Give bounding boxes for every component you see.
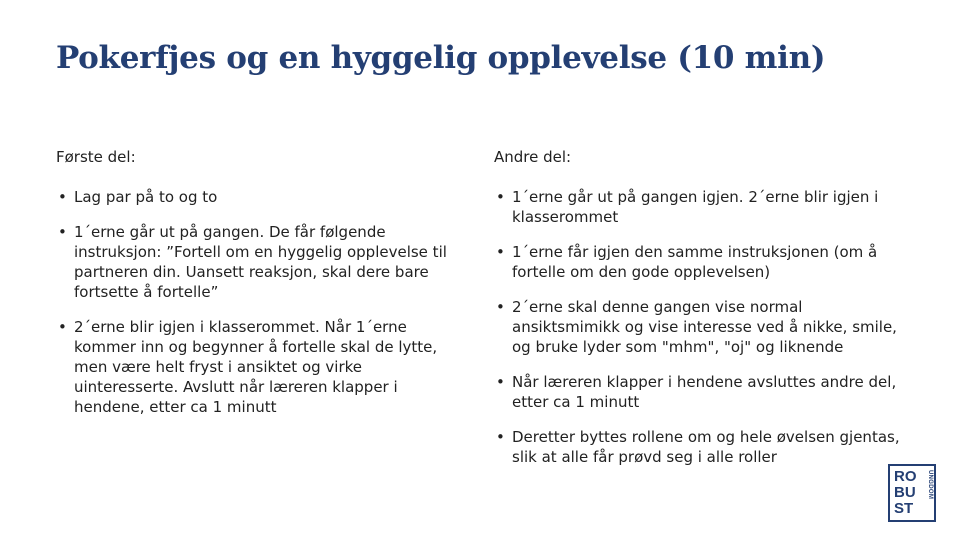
logo-line: RO xyxy=(894,468,917,485)
logo-line: ST xyxy=(894,500,914,517)
slide-title: Pokerfjes og en hyggelig opplevelse (10 min) xyxy=(56,40,826,76)
right-bullet-list xyxy=(494,187,904,467)
robust-logo xyxy=(888,464,936,522)
list-item: • Når læreren klapper i hendene avsluttes andre del, etter ca 1 minutt xyxy=(494,372,904,412)
left-heading: Første del: xyxy=(56,148,136,166)
left-bullet-list xyxy=(56,187,456,417)
list-item: • 1´erne går ut på gangen igjen. 2´erne blir igjen i klasserommet xyxy=(494,187,904,227)
list-item: • 2´erne skal denne gangen vise normal ansiktsmimikk og vise interesse ved å nikke, smile, og bruke lyder som "mhm", "oj" og liknende xyxy=(494,297,904,357)
list-item: • Deretter byttes rollene om og hele øvelsen gjentas, slik at alle får prøvd seg i alle roller xyxy=(494,427,904,467)
right-heading: Andre del: xyxy=(494,148,572,166)
list-item: • Lag par på to og to xyxy=(56,187,456,207)
logo-letters xyxy=(890,469,917,517)
logo-side-text: UNGDOM xyxy=(927,470,933,500)
left-column xyxy=(56,148,456,432)
right-column xyxy=(494,148,904,482)
list-item: • 1´erne går ut på gangen. De får følgende instruksjon: ”Fortell om en hyggelig opplevelse til partneren din. Uansett reaksjon, skal dere bare fortsette å fortelle” xyxy=(56,222,456,302)
logo-line: BU xyxy=(894,484,916,501)
list-item: • 1´erne får igjen den samme instruksjonen (om å fortelle om den gode opplevelsen) xyxy=(494,242,904,282)
list-item: • 2´erne blir igjen i klasserommet. Når 1´erne kommer inn og begynner å fortelle skal de lytte, men være helt fryst i ansiktet og virke uinteresserte. Avslutt når læreren klapper i hendene, etter ca 1 minutt xyxy=(56,317,456,417)
